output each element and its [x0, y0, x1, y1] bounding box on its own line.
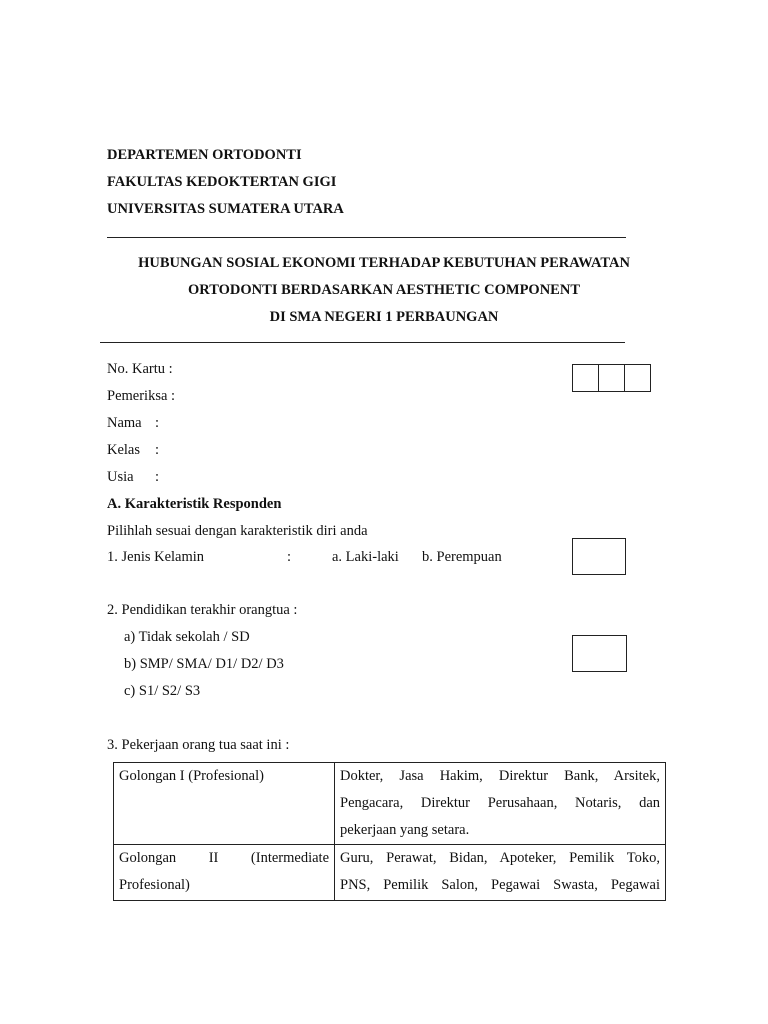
- occupation-group-cell: [114, 845, 335, 901]
- occupation-examples-line: pekerjaan yang setara.: [340, 822, 470, 838]
- age-label: Usia: [107, 469, 134, 485]
- q2-option-c: c) S1/ S2/ S3: [124, 683, 201, 699]
- occupation-examples-line: Guru, Perawat, Bidan, Apoteker, Pemilik Toko,: [340, 850, 660, 866]
- q2-label: 2. Pendidikan terakhir orangtua :: [107, 602, 298, 618]
- study-title-line-2: ORTODONTI BERDASARKAN AESTHETIC COMPONENT: [188, 282, 580, 298]
- q2-option-a: a) Tidak sekolah / SD: [124, 629, 250, 645]
- q2-answer-box[interactable]: [572, 635, 627, 672]
- department-name: DEPARTEMEN ORTODONTI: [107, 147, 302, 163]
- table-row: [114, 763, 666, 845]
- section-a-heading: A. Karakteristik Responden: [107, 496, 282, 512]
- class-colon: :: [155, 442, 160, 458]
- name-colon: :: [155, 415, 160, 431]
- occupation-table: [113, 762, 666, 901]
- faculty-name: FAKULTAS KEDOKTERTAN GIGI: [107, 174, 337, 190]
- occupation-group-name-line: Profesional): [119, 877, 190, 893]
- examiner-label: Pemeriksa :: [107, 388, 176, 404]
- university-name: UNIVERSITAS SUMATERA UTARA: [107, 201, 344, 217]
- card-number-digit-2[interactable]: [599, 365, 625, 391]
- occupation-group-name: Golongan I (Profesional): [119, 768, 264, 784]
- occupation-examples-cell: [335, 845, 666, 901]
- occupation-group-cell: [114, 763, 335, 845]
- title-divider: [100, 342, 625, 343]
- card-number-boxes[interactable]: [572, 364, 651, 392]
- class-label: Kelas: [107, 442, 141, 458]
- card-number-digit-3[interactable]: [625, 365, 650, 391]
- occupation-examples-line: PNS, Pemilik Salon, Pegawai Swasta, Pegawai: [340, 877, 660, 893]
- q1-option-female: b. Perempuan: [422, 549, 502, 565]
- table-row: [114, 845, 666, 901]
- occupation-examples-cell: [335, 763, 666, 845]
- card-number-label: No. Kartu :: [107, 361, 173, 377]
- card-number-digit-1[interactable]: [573, 365, 599, 391]
- study-title-line-3: DI SMA NEGERI 1 PERBAUNGAN: [269, 309, 499, 325]
- study-title-line-1: HUBUNGAN SOSIAL EKONOMI TERHADAP KEBUTUHAN PERAWATAN: [138, 255, 630, 271]
- q3-label: 3. Pekerjaan orang tua saat ini :: [107, 737, 290, 753]
- q1-answer-box[interactable]: [572, 538, 626, 575]
- q1-label: 1. Jenis Kelamin: [107, 549, 205, 565]
- header-divider: [107, 237, 626, 238]
- name-label: Nama: [107, 415, 142, 431]
- occupation-examples-line: Pengacara, Direktur Perusahaan, Notaris, dan: [340, 795, 660, 811]
- section-a-instruction: Pilihlah sesuai dengan karakteristik diri anda: [107, 523, 368, 539]
- q2-option-b: b) SMP/ SMA/ D1/ D2/ D3: [124, 656, 284, 672]
- occupation-examples-line: Dokter, Jasa Hakim, Direktur Bank, Arsitek,: [340, 768, 660, 784]
- age-colon: :: [155, 469, 160, 485]
- occupation-group-name-line: Golongan II (Intermediate: [119, 850, 329, 866]
- q1-option-male: a. Laki-laki: [332, 549, 399, 565]
- q1-colon: :: [287, 549, 292, 565]
